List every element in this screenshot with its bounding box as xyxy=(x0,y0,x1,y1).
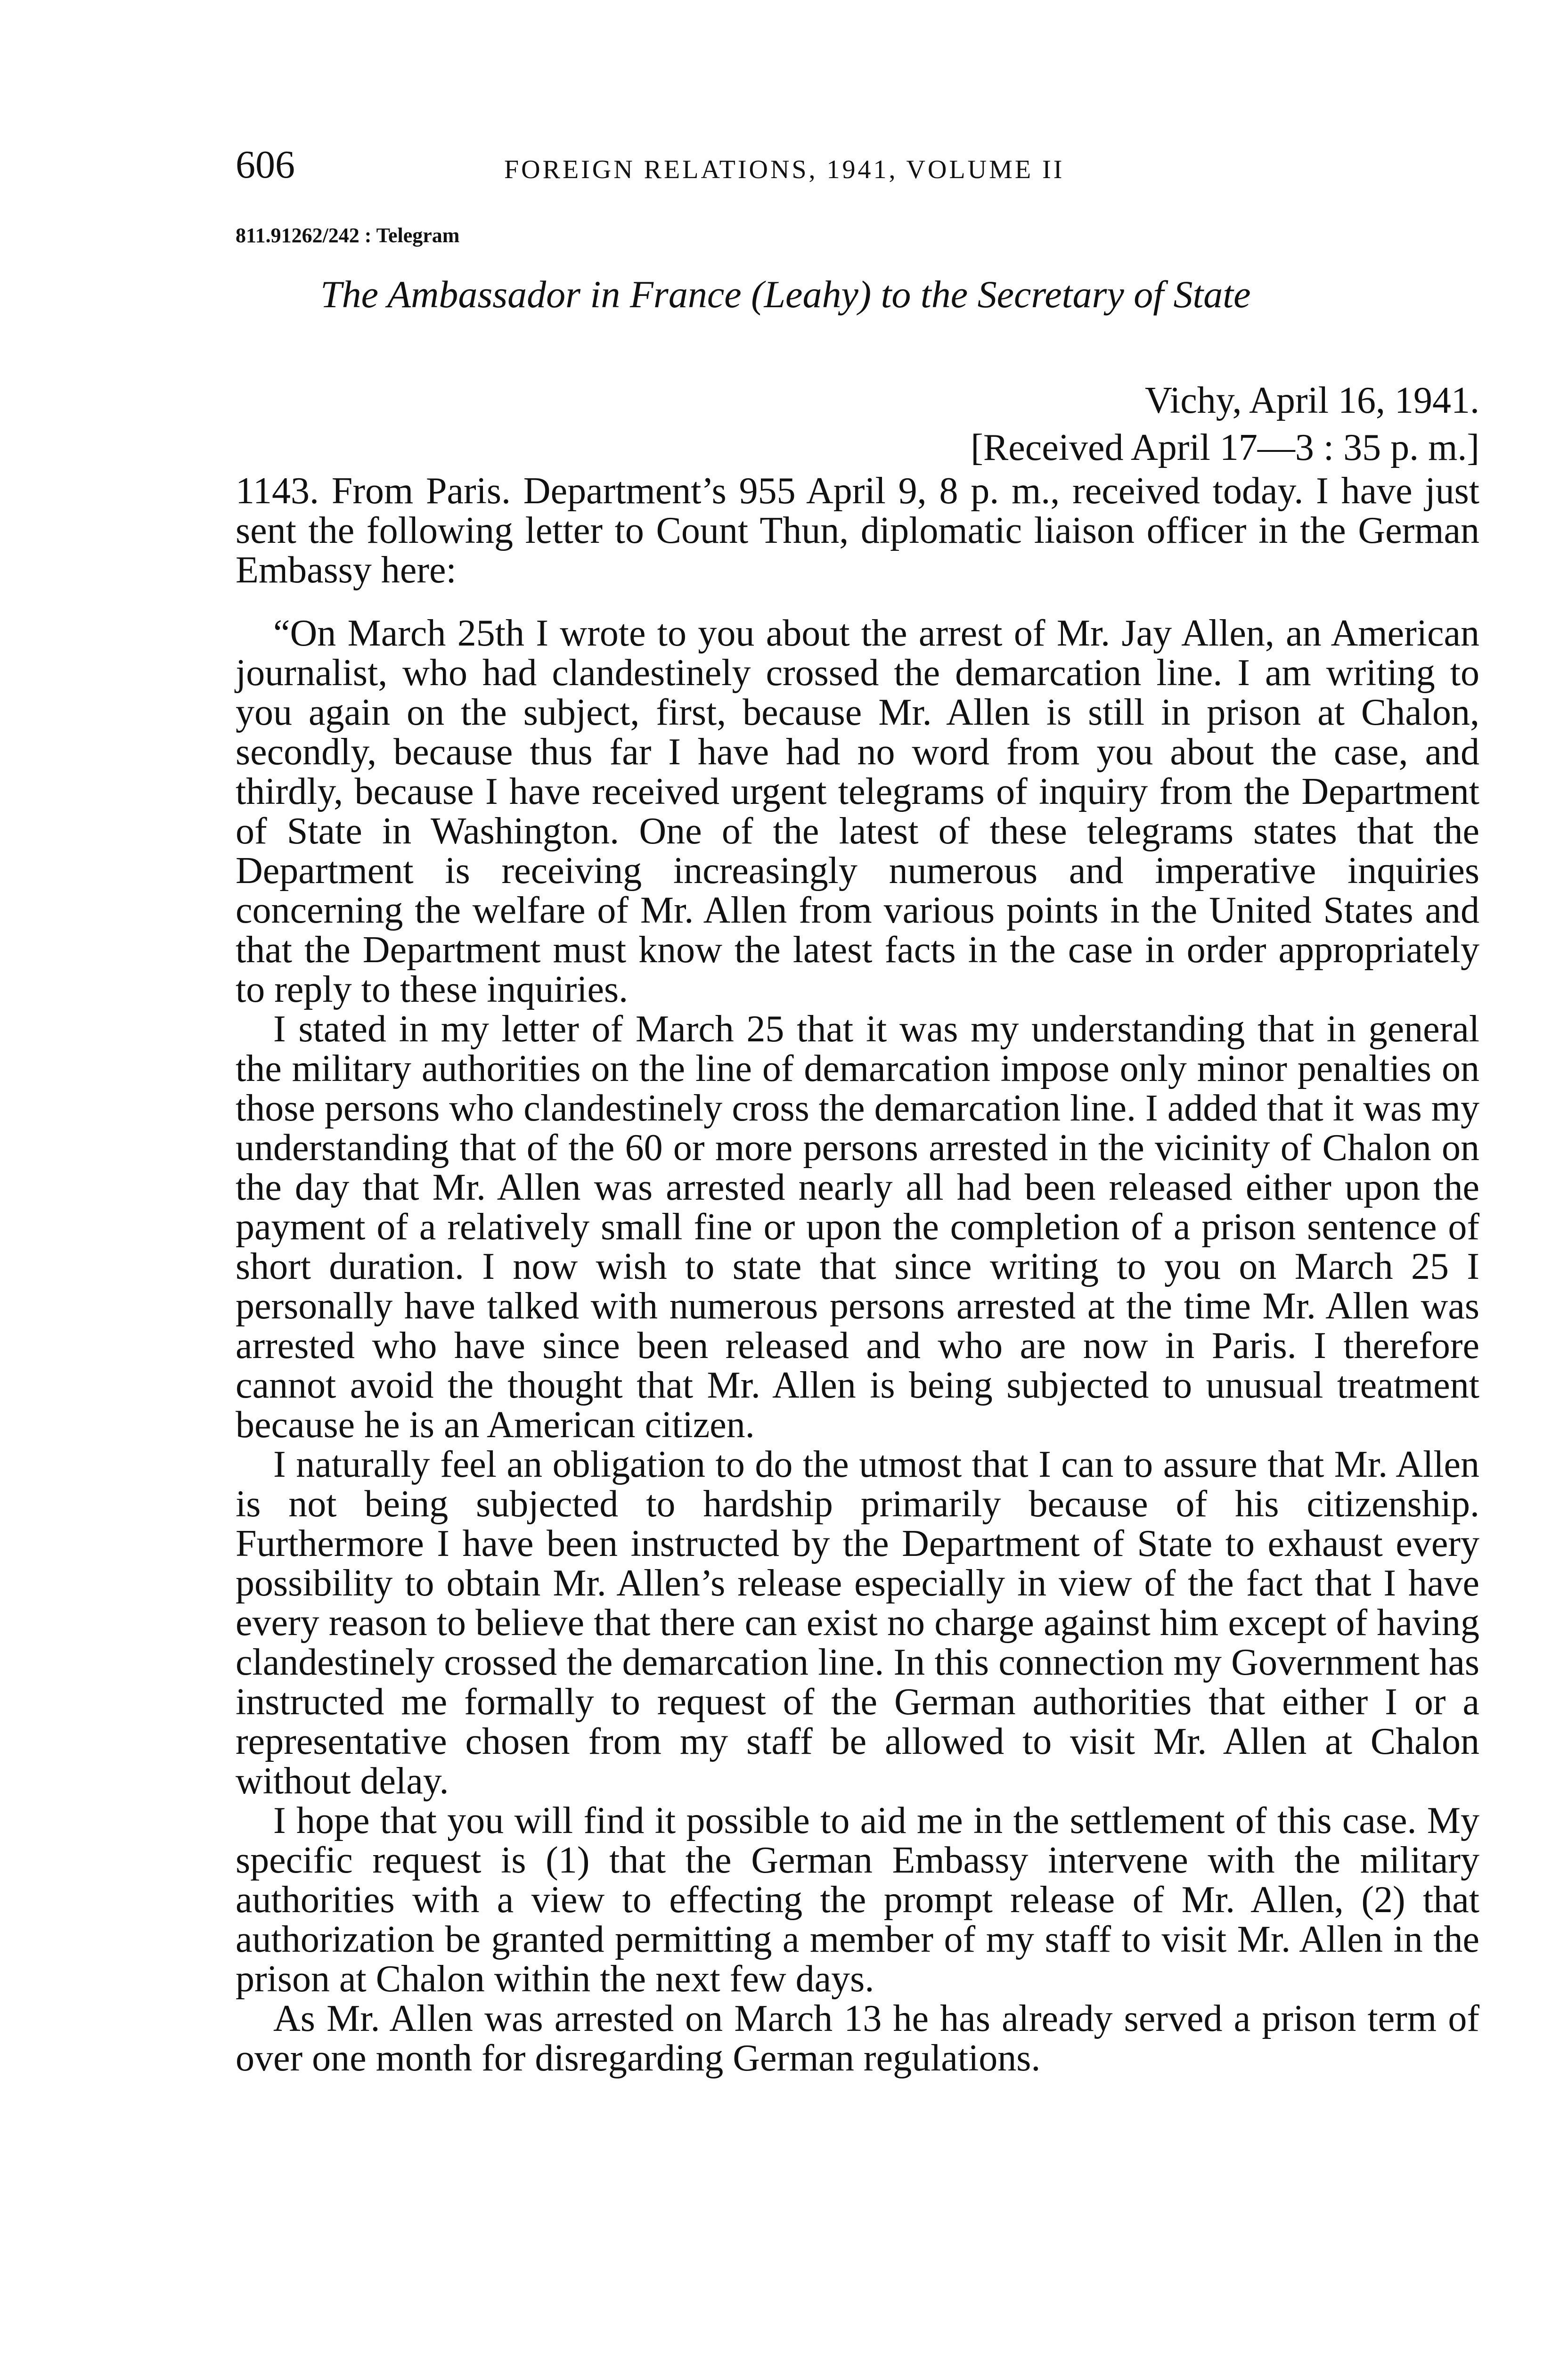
received-line: [Received April 17—3 : 35 p. m.] xyxy=(971,427,1479,468)
running-head xyxy=(236,141,1479,193)
paragraph: 1143. From Paris. Department’s 955 April 9, 8 p. m., received today. I have just sent the following letter to Count Thun, diplomatic liaison officer in the German Embassy here: xyxy=(236,470,1479,591)
paragraph: As Mr. Allen was arrested on March 13 he has already served a prison term of over one month for disregarding German regulations. xyxy=(236,1998,1479,2079)
paragraph: I hope that you will find it possible to aid me in the settlement of this case. My specific request is (1) that the German Embassy intervene with the military authorities with a view to effecting the prompt release of Mr. Allen, (2) that authorization be granted permitting a member of my staff to visit Mr. Allen in the prison at Chalon within the next few days. xyxy=(236,1800,1479,2000)
document-heading: The Ambassador in France (Leahy) to the Secretary of State xyxy=(320,273,1251,316)
page-number: 606 xyxy=(236,143,295,187)
dateline: Vichy, April 16, 1941. xyxy=(1145,380,1479,421)
telegram-intro xyxy=(236,471,1479,590)
paragraph: “On March 25th I wrote to you about the arrest of Mr. Jay Allen, an American journalist, who had clandestinely crossed the demarcation line. I am writing to you again on the subject, first, because Mr. Allen is still in prison at Chalon, secondly, because thus far I have had no word from you about the case, and thirdly, because I have received urgent telegrams of inquiry from the Department of State in Washington. One of the latest of these telegrams states that the Department is receiving increasingly numerous and imperative inquiries concerning the welfare of Mr. Allen from various points in the United States and that the Department must know the latest facts in the case in order appropriately to reply to these inquiries. xyxy=(236,613,1479,1010)
document-page xyxy=(236,141,1479,2078)
letter-body xyxy=(236,614,1479,2078)
journal-title: FOREIGN RELATIONS, 1941, VOLUME II xyxy=(504,155,1065,184)
file-identifier: 811.91262/242 : Telegram xyxy=(236,224,460,247)
paragraph: I naturally feel an obligation to do the utmost that I can to assure that Mr. Allen is not being subjected to hardship primarily because of his citizenship. Furthermore I have been instructed by the Department of State to exhaust every possibility to obtain Mr. Allen’s release especially in view of the fact that I have every reason to believe that there can exist no charge against him except of having clandestinely crossed the demarcation line. In this connection my Government has instructed me formally to request of the German authorities that either I or a representative chosen from my staff be allowed to visit Mr. Allen at Chalon without delay. xyxy=(236,1444,1479,1802)
paragraph: I stated in my letter of March 25 that it was my understanding that in general the military authorities on the line of demarcation impose only minor penalties on those persons who clandestinely cross the demarcation line. I added that it was my understanding that of the 60 or more persons arrested in the vicinity of Chalon on the day that Mr. Allen was arrested nearly all had been released either upon the payment of a relatively small fine or upon the completion of a prison sentence of short duration. I now wish to state that since writing to you on March 25 I personally have talked with numerous persons arrested at the time Mr. Allen was arrested who have since been released and who are now in Paris. I therefore cannot avoid the thought that Mr. Allen is being subjected to unusual treatment because he is an American citizen. xyxy=(236,1008,1479,1446)
